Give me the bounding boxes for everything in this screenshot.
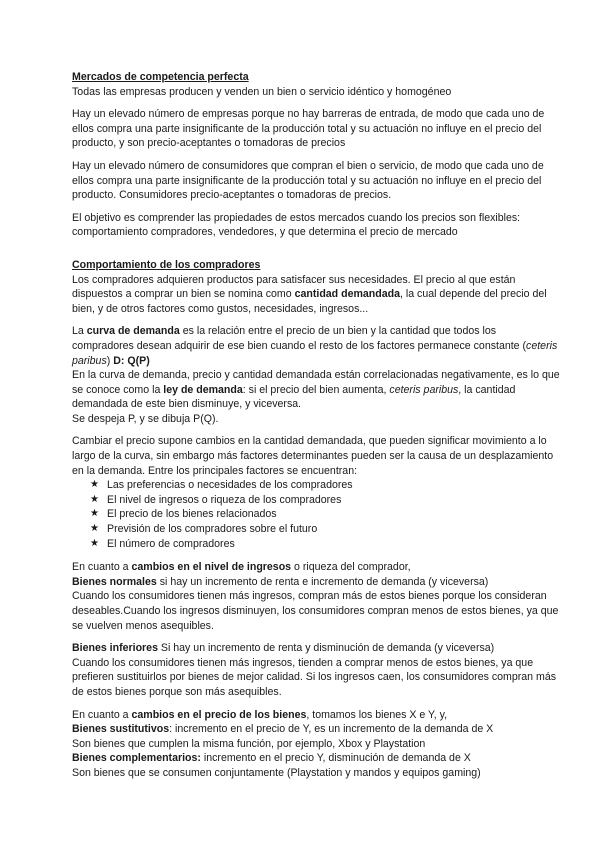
list-item: ★ El nivel de ingresos o riqueza de los compradores xyxy=(90,493,342,506)
factors-list xyxy=(72,478,560,551)
star-icon: ★ xyxy=(90,537,99,549)
paragraph-demand-curve: La curva de demanda es la relación entre el precio de un bien y la cantidad que todos los compradores desean adquirir de ese bien cuando el resto de los factores permanece constante (ceteris paribus) D: Q(P) xyxy=(72,325,558,367)
paragraph: Son bienes que se consumen conjuntamente (Playstation y mandos y equipos gaming) xyxy=(72,766,481,779)
paragraph: Cuando los consumidores tienen más ingresos, tienden a comprar menos de estos bienes, ya que prefieren sustituirlos por bienes de mejor calidad. Si los ingresos caen, los consumidores compran más de estos bienes porque son más asequibles. xyxy=(72,656,557,698)
section-title-compradores: Comportamiento de los compradores xyxy=(72,258,261,271)
paragraph: Hay un elevado número de empresas porque no hay barreras de entrada, de modo que cada uno de ellos compra una parte insignificante de la producción total y su actuación no influye en el precio del producto, y son precio-aceptantes o tomadoras de precios xyxy=(72,108,545,150)
star-icon: ★ xyxy=(90,523,99,535)
paragraph: El objetivo es comprender las propiedades de estos mercados cuando los precios son flexibles: comportamiento compradores, vendedores, y que determina el precio de mercado xyxy=(72,211,521,239)
star-icon: ★ xyxy=(90,479,99,491)
paragraph-intro: Los compradores adquieren productos para satisfacer sus necesidades. El precio al que están dispuestos a comprar un bien se nomina como cantidad demandada, la cual depende del precio del bien, y de otros factores como gustos, necesidades, ingresos... xyxy=(72,273,547,315)
star-icon: ★ xyxy=(90,508,99,520)
list-item: ★ Previsión de los compradores sobre el futuro xyxy=(90,523,318,536)
list-item: ★ Las preferencias o necesidades de los compradores xyxy=(90,479,353,492)
list-item: ★ El número de compradores xyxy=(90,537,235,550)
paragraph-shift: Cambiar el precio supone cambios en la cantidad demandada, que pueden significar movimiento a lo largo de la curva, sin embargo más factores determinantes pueden ser la causa de un desplazamiento en la demanda. Entre los principales factores se encuentran: xyxy=(72,435,554,477)
paragraph: Hay un elevado número de consumidores que compran el bien o servicio, de modo que cada uno de ellos compra una parte insignificante de la producción total y su actuación no influye en el precio del producto. Consumidores precio-aceptantes o tomadoras de precios. xyxy=(72,159,544,202)
paragraph: Cuando los consumidores tienen más ingresos, compran más de estos bienes porque los consideran deseables.Cuando los ingresos disminuyen, los consumidores compran menos de estos bienes, ya que se vuelven menos asequibles. xyxy=(72,590,559,632)
list-item: ★ El precio de los bienes relacionados xyxy=(90,508,277,521)
paragraph-substitutes: Bienes sustitutivos: incremento en el precio de Y, es un incremento de la demanda de X xyxy=(72,723,494,736)
paragraph-demand-law: En la curva de demanda, precio y cantidad demandada están correlacionadas negativamente, es lo que se conoce como la ley de demanda: si el precio del bien aumenta, ceteris paribus, la cantidad demandada de este bien disminuye, y viceversa. xyxy=(72,369,560,411)
paragraph-income: En cuanto a cambios en el nivel de ingresos o riqueza del comprador, xyxy=(72,561,411,574)
section-title-mercados: Mercados de competencia perfecta xyxy=(72,71,249,83)
paragraph-price: En cuanto a cambios en el precio de los bienes, tomamos los bienes X e Y, y, xyxy=(72,708,448,721)
star-icon: ★ xyxy=(90,493,99,505)
paragraph-inferior-goods: Bienes inferiores Si hay un incremento de renta y disminución de demanda (y viceversa) xyxy=(72,642,495,655)
paragraph: Se despeja P, y se dibuja P(Q). xyxy=(72,412,219,425)
paragraph-normal-goods: Bienes normales si hay un incremento de renta e incremento de demanda (y viceversa) xyxy=(72,575,489,588)
paragraph: Todas las empresas producen y venden un bien o servicio idéntico y homogéneo xyxy=(72,85,452,98)
paragraph: Son bienes que cumplen la misma función, por ejemplo, Xbox y Playstation xyxy=(72,737,426,750)
paragraph-complements: Bienes complementarios: incremento en el precio Y, disminución de demanda de X xyxy=(72,752,471,765)
